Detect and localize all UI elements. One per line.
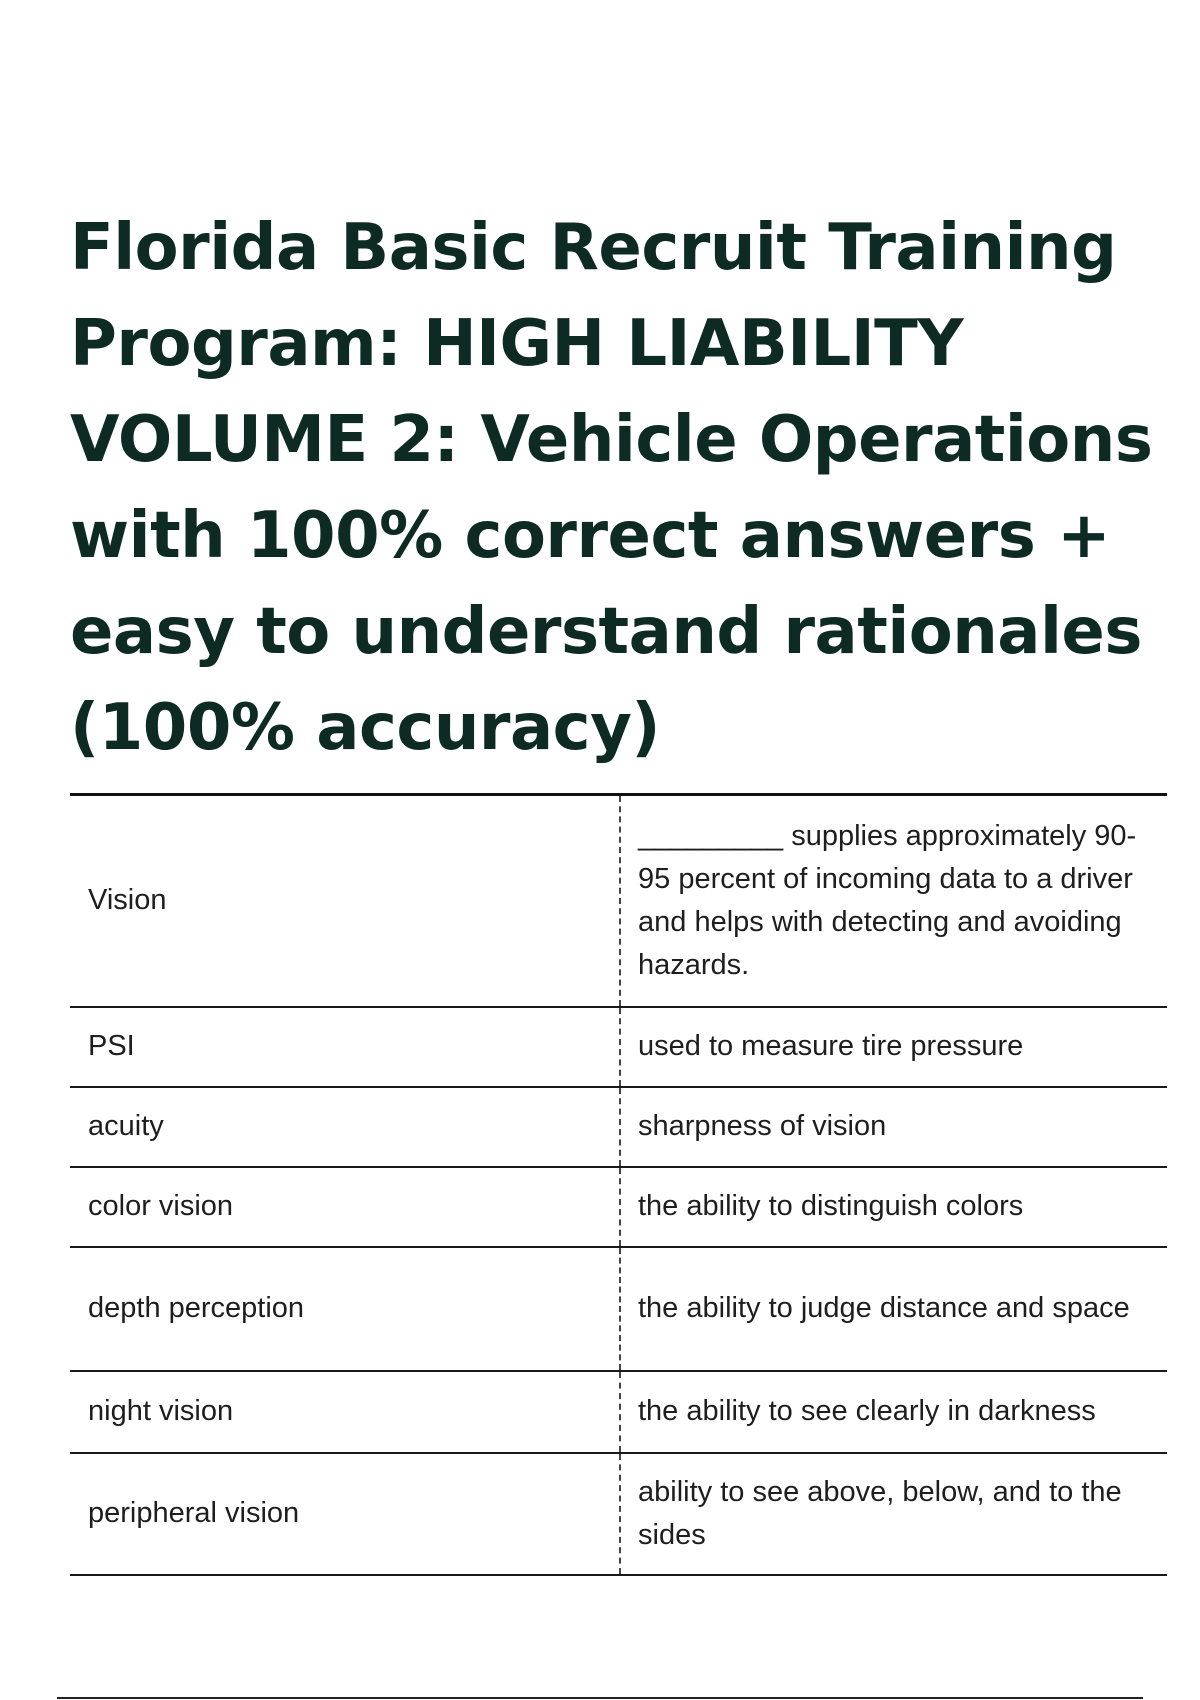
footer-divider xyxy=(57,1697,1143,1699)
term-cell: PSI xyxy=(88,1030,135,1062)
title-line: Program: HIGH LIABILITY xyxy=(70,307,964,381)
definition-cell: used to measure tire pressure xyxy=(620,1007,1167,1087)
title-line: VOLUME 2: Vehicle Operations xyxy=(70,403,1153,477)
flashcard-row xyxy=(70,1167,1167,1247)
definition-cell: _________ supplies approximately 90-95 percent of incoming data to a driver and helps with detecting and avoiding hazards. xyxy=(620,795,1167,1007)
flashcard-row xyxy=(70,795,1167,1007)
title-line: (100% accuracy) xyxy=(70,691,661,765)
definition-cell: the ability to see clearly in darkness xyxy=(620,1371,1167,1453)
term-cell: acuity xyxy=(88,1110,164,1142)
term-cell: Vision xyxy=(88,884,167,917)
term-cell: peripheral vision xyxy=(88,1497,300,1529)
flashcard-row xyxy=(70,1247,1167,1371)
flashcard-row xyxy=(70,1007,1167,1087)
definition-cell: the ability to distinguish colors xyxy=(620,1167,1167,1247)
definition-cell: the ability to judge distance and space xyxy=(620,1247,1167,1371)
definition-cell: ability to see above, below, and to the sides xyxy=(620,1453,1167,1575)
term-cell: night vision xyxy=(88,1395,234,1427)
title-line: with 100% correct answers + xyxy=(70,499,1111,573)
flashcard-row xyxy=(70,1087,1167,1167)
title-line: Florida Basic Recruit Training xyxy=(70,211,1117,285)
document-title xyxy=(70,200,1160,776)
flashcard-row xyxy=(70,1371,1167,1453)
flashcard-table xyxy=(70,793,1167,1576)
term-cell: color vision xyxy=(88,1190,234,1222)
definition-cell: sharpness of vision xyxy=(620,1087,1167,1167)
flashcard-row xyxy=(70,1453,1167,1575)
title-line: easy to understand rationales xyxy=(70,595,1142,669)
term-cell: depth perception xyxy=(88,1292,305,1324)
